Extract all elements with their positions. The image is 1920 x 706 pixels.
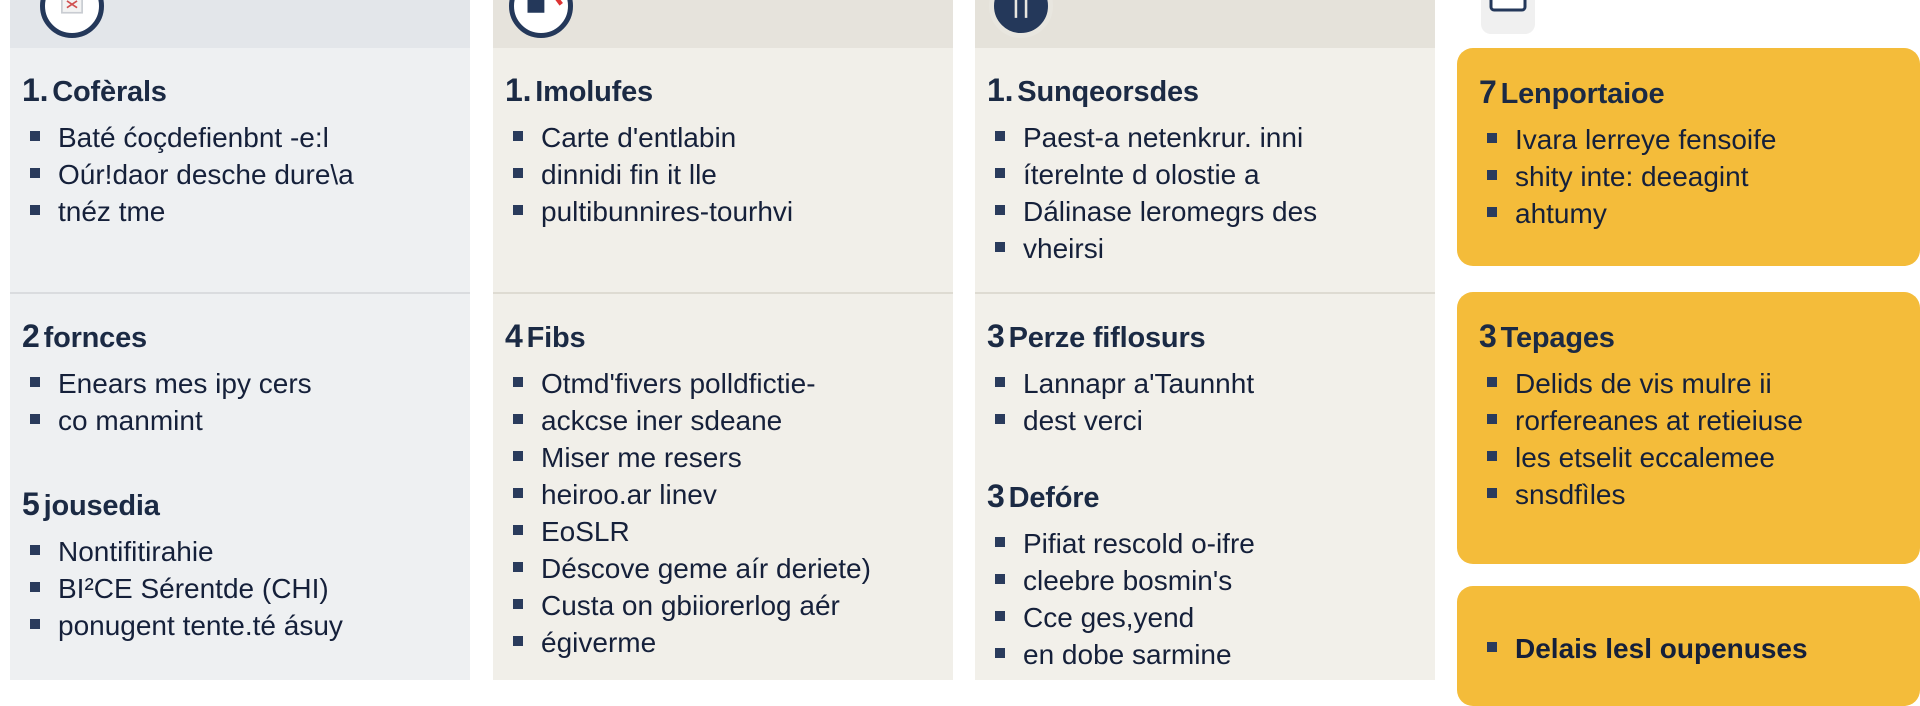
list-item: Déscove geme aír deriete) bbox=[505, 550, 941, 587]
item-list bbox=[22, 365, 458, 439]
section-jousedia bbox=[22, 486, 458, 644]
calculator-icon bbox=[1481, 0, 1535, 34]
item-list bbox=[987, 365, 1423, 439]
yellow-card-bottom bbox=[1457, 586, 1920, 706]
list-item: Dálinase leromegrs des bbox=[987, 193, 1423, 230]
list-item: dinnidi fin it lle bbox=[505, 156, 941, 193]
list-item: Oúr!daor desche dure\a bbox=[22, 156, 458, 193]
yellow-card-tepages bbox=[1457, 292, 1920, 564]
list-item: Delids de vis mulre ii bbox=[1479, 365, 1898, 402]
section-coferals bbox=[22, 72, 458, 230]
list-item: Delais lesl oupenuses bbox=[1479, 630, 1898, 667]
list-item: Carte d'entlabin bbox=[505, 119, 941, 156]
list-item: Pifiat rescold o-ifre bbox=[987, 525, 1423, 562]
note-icon bbox=[40, 0, 104, 38]
section-fornces bbox=[22, 318, 458, 439]
list-item: Custa on gbiiorerlog aér bbox=[505, 587, 941, 624]
list-item: ponugent tente.té ásuy bbox=[22, 607, 458, 644]
fork-icon bbox=[989, 0, 1053, 38]
list-item: ackcse iner sdeane bbox=[505, 402, 941, 439]
section-title: 1. Imolufes bbox=[505, 72, 653, 108]
list-item: Ivara lerreye fensoife bbox=[1479, 121, 1898, 158]
section-sunqeorsdes bbox=[987, 72, 1423, 267]
column-2 bbox=[493, 0, 953, 680]
list-item: snsdfìles bbox=[1479, 476, 1898, 513]
section-title: 2 fornces bbox=[22, 318, 147, 354]
list-item: shity inte: deeagint bbox=[1479, 158, 1898, 195]
list-item: tnéz tme bbox=[22, 193, 458, 230]
list-item: Otmd'fivers polldfictie- bbox=[505, 365, 941, 402]
yellow-card-lenportaioe bbox=[1457, 48, 1920, 266]
section-perze-fiflosurs bbox=[987, 318, 1423, 439]
list-item: Nontifitirahie bbox=[22, 533, 458, 570]
section-title: 1. Sunqeorsdes bbox=[987, 72, 1199, 108]
section-title: 7 Lenportaioe bbox=[1479, 74, 1665, 110]
list-item: dest verci bbox=[987, 402, 1423, 439]
item-list bbox=[987, 525, 1423, 673]
list-item: co manmint bbox=[22, 402, 458, 439]
section-title: 4 Fibs bbox=[505, 318, 586, 354]
list-item: Baté ćoçdefienbnt -e:l bbox=[22, 119, 458, 156]
section-title: 5 jousedia bbox=[22, 486, 160, 522]
divider bbox=[10, 292, 470, 294]
item-list bbox=[505, 365, 941, 661]
item-list bbox=[1479, 121, 1898, 232]
list-item: rorfereanes at retieiuse bbox=[1479, 402, 1898, 439]
list-item: les etselit eccalemee bbox=[1479, 439, 1898, 476]
list-item: égiverme bbox=[505, 624, 941, 661]
section-defore bbox=[987, 478, 1423, 673]
section-title: 1. Cofèrals bbox=[22, 72, 167, 108]
column-4 bbox=[1457, 0, 1920, 680]
item-list bbox=[987, 119, 1423, 267]
column-3 bbox=[975, 0, 1435, 680]
list-item: Cce ges,yend bbox=[987, 599, 1423, 636]
list-item: ahtumy bbox=[1479, 195, 1898, 232]
list-item: en dobe sarmine bbox=[987, 636, 1423, 673]
list-item: cleebre bosmin's bbox=[987, 562, 1423, 599]
item-list bbox=[22, 533, 458, 644]
column-1 bbox=[10, 0, 470, 680]
list-item: heiroo.ar linev bbox=[505, 476, 941, 513]
section-fibs bbox=[505, 318, 941, 661]
list-item: vheirsi bbox=[987, 230, 1423, 267]
tools-icon bbox=[509, 0, 573, 38]
list-item: Lannapr a'Taunnht bbox=[987, 365, 1423, 402]
section-title: 3 Tepages bbox=[1479, 318, 1615, 354]
item-list bbox=[1479, 630, 1898, 667]
divider bbox=[975, 292, 1435, 294]
list-item: Enears mes ipy cers bbox=[22, 365, 458, 402]
list-item: BI²CE Sérentde (CHI) bbox=[22, 570, 458, 607]
divider bbox=[493, 292, 953, 294]
item-list bbox=[1479, 365, 1898, 513]
section-title: 3 Defóre bbox=[987, 478, 1100, 514]
list-item: pultibunnires-tourhvi bbox=[505, 193, 941, 230]
item-list bbox=[22, 119, 458, 230]
list-item: íterelnte d olostie a bbox=[987, 156, 1423, 193]
list-item: EoSLR bbox=[505, 513, 941, 550]
list-item: Miser me resers bbox=[505, 439, 941, 476]
section-imolufes bbox=[505, 72, 941, 230]
list-item: Paest-a netenkrur. inni bbox=[987, 119, 1423, 156]
section-title: 3 Perze fiflosurs bbox=[987, 318, 1206, 354]
item-list bbox=[505, 119, 941, 230]
